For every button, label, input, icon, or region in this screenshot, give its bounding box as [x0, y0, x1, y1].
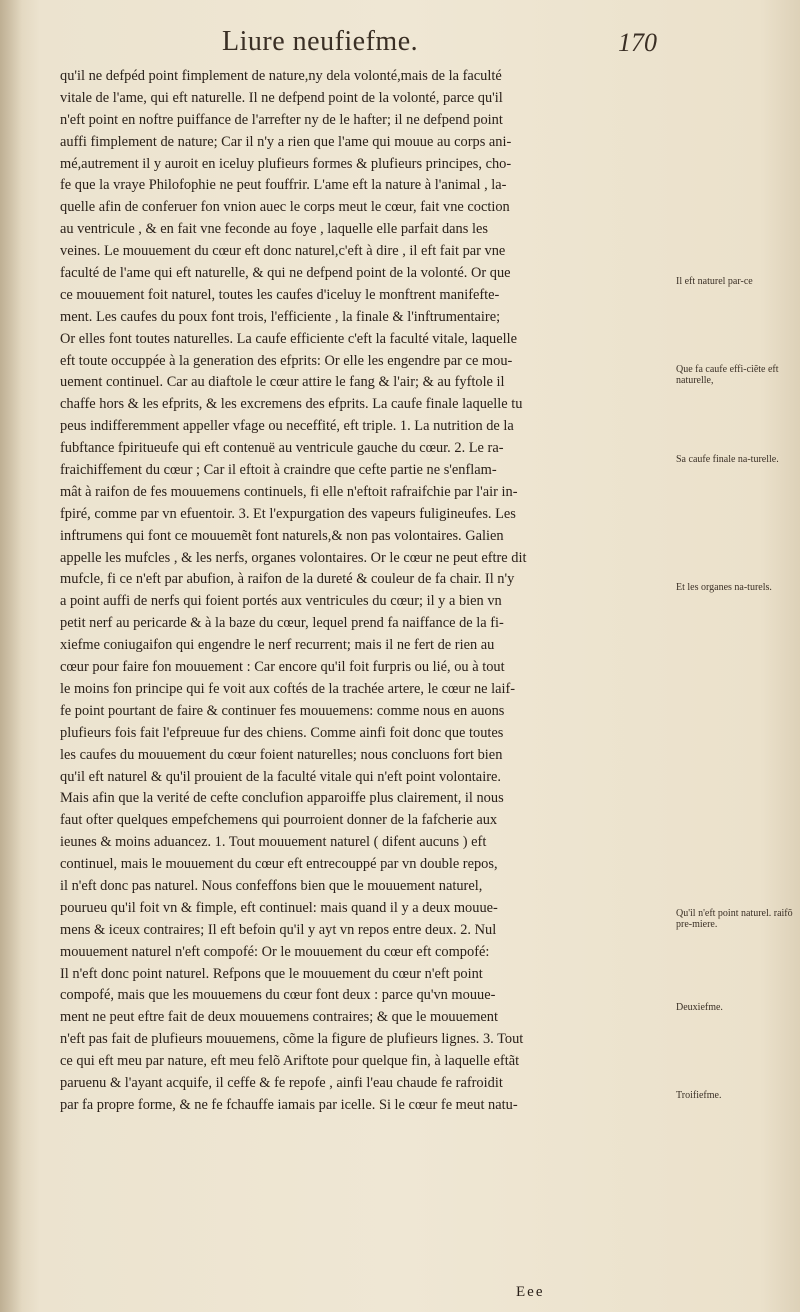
margin-note-4: Et les organes na-turels.	[676, 582, 772, 593]
text-line: Il n'eft donc point naturel. Refpons que le mouuement du cœur n'eft point	[60, 965, 483, 982]
text-line: chaffe hors & les efprits, & les excremens des efprits. La caufe finale laquelle tu	[60, 396, 523, 413]
text-line: faut ofter quelques empefchemens qui pourroient donner de la fafcherie aux	[60, 812, 498, 829]
text-line: par fa propre forme, & ne fe fchauffe iamais par icelle. Si le cœur fe meut natu-	[60, 1096, 518, 1113]
text-line: fubftance fpiritueufe qui eft contenuë au ventricule gauche du cœur. 2. Le ra-	[60, 440, 504, 457]
text-line: ment. Les caufes du poux font trois, l'efficiente , la finale & l'inftrumentaire;	[60, 308, 501, 325]
text-line: n'eft pas fait de plufieurs mouuemens, cõme la figure de plufieurs lignes. 3. Tout	[60, 1031, 524, 1048]
text-line: les caufes du mouuement du cœur foient naturelles; nous concluons fort bien	[60, 746, 503, 763]
text-line: mufcle, fi ce n'eft par abufion, à raifon de la dureté & couleur de fa chair. Il n'y	[60, 571, 515, 588]
text-line: xiefme coniugaifon qui engendre le nerf recurrent; mais il ne fert de rien au	[60, 637, 495, 654]
text-line: n'eft point en noftre puiffance de l'arrefter ny de le hafter; il ne defpend point	[60, 111, 503, 128]
text-line: faculté de l'ame qui eft naturelle, & qui ne defpend point de la volonté. Or que	[60, 265, 511, 282]
text-line: il n'eft donc pas naturel. Nous confeffons bien que le mouuement naturel,	[60, 877, 483, 894]
text-line: ment ne peut eftre fait de deux mouuemens contraires; & que le mouuement	[60, 1009, 498, 1026]
running-head: Liure neufiefme.	[222, 26, 419, 57]
page-header	[0, 22, 800, 68]
text-line: peus indifferemment appeller vfage ou neceffité, eft triple. 1. La nutrition de la	[60, 418, 514, 435]
margin-note-6: Deuxiefme.	[676, 1002, 723, 1013]
text-line: compofé, mais que les mouuemens du cœur font deux : parce qu'vn mouue-	[60, 987, 496, 1004]
text-line: quelle afin de conferuer fon vnion auec le corps meut le cœur, fait vne coction	[60, 199, 510, 216]
text-line: fe que la vraye Philofophie ne peut fouffrir. L'ame eft la nature à l'animal , la-	[60, 177, 507, 194]
text-line: fpiré, comme par vn efuentoir. 3. Et l'expurgation des vapeurs fuligineufes. Les	[60, 505, 516, 522]
text-line: le moins fon principe qui fe voit aux coftés de la trachée artere, le cœur ne laif-	[60, 680, 516, 697]
text-line: qu'il ne defpéd point fimplement de nature,ny dela volonté,mais de la faculté	[60, 68, 502, 84]
margin-note-7: Troifiefme.	[676, 1090, 722, 1101]
text-line: veines. Le mouuement du cœur eft donc naturel,c'eft à dire , il eft fait par vne	[60, 243, 506, 260]
text-line: inftrumens qui font ce mouuemẽt font naturels,& non pas volontaires. Galien	[60, 527, 504, 544]
text-line: vitale de l'ame, qui eft naturelle. Il ne defpend point de la volonté, parce qu'il	[60, 89, 503, 106]
text-line: mens & iceux contraires; Il eft befoin qu'il y ayt vn repos entre deux. 2. Nul	[60, 921, 497, 938]
text-line: fe point pourtant de faire & continuer fes mouuemens: comme nous en auons	[60, 702, 505, 719]
text-line: pourueu qu'il foit vn & fimple, eft continuel: mais quand il y a deux mouue-	[60, 899, 498, 916]
text-line: mé,autrement il y auroit en iceluy plufieurs formes & plufieurs principes, cho-	[60, 155, 512, 172]
catchword: Eee	[516, 1284, 545, 1300]
text-line: ce qui eft meu par nature, eft meu felõ Ariftote pour quelque fin, à laquelle eftãt	[60, 1053, 520, 1070]
text-line: auffi fimplement de nature; Car il n'y a rien que l'ame qui mouue au corps ani-	[60, 133, 512, 150]
text-line: appelle les mufcles , & les nerfs, organes volontaires. Or le cœur ne peut eftre dit	[60, 549, 527, 566]
margin-note-3: Sa caufe finale na-turelle.	[676, 454, 779, 465]
text-line: continuel, mais le mouuement du cœur eft entrecouppé par vn double repos,	[60, 856, 498, 873]
main-text-block	[60, 66, 660, 1117]
text-line: Or elles font toutes naturelles. La caufe efficiente c'eft la faculté vitale, laquelle	[60, 330, 518, 347]
text-line: a point auffi de nerfs qui foient portés aux ventricules du cœur; il y a bien vn	[60, 593, 502, 610]
page-number: 170	[618, 28, 657, 57]
text-line: au ventricule , & en fait vne feconde au foye , laquelle elle parfait dans les	[60, 221, 488, 238]
text-line: cœur pour faire fon mouuement : Car encore qu'il foit furpris ou lié, ou à tout	[60, 659, 505, 676]
text-line: petit nerf au pericarde & à la baze du cœur, lequel prend fa naiffance de la fi-	[60, 615, 504, 632]
text-line: mât à raifon de fes mouuemens continuels, fi elle n'eftoit rafraifchie par l'air in-	[60, 483, 518, 500]
text-line: mouuement naturel n'eft compofé: Or le mouuement du cœur eft compofé:	[60, 943, 490, 960]
text-line: uement continuel. Car au diaftole le cœur attire le fang & l'air; & au fyftole il	[60, 374, 505, 391]
text-line: Mais afin que la verité de cefte conclufion apparoiffe plus clairement, il nous	[60, 790, 504, 807]
text-line: qu'il eft naturel & qu'il prouient de la faculté vitale qui n'eft point volontaire.	[60, 768, 501, 785]
text-line: fraichiffement du cœur ; Car il eftoit à craindre que cefte partie ne s'enflam-	[60, 462, 497, 479]
margin-note-2: Que fa caufe effi-ciẽte eft naturelle,	[676, 364, 779, 386]
text-line: ieunes & moins aduancez. 1. Tout mouuement naturel ( difent aucuns ) eft	[60, 834, 487, 851]
binding-shadow	[0, 0, 22, 1312]
text-line: paruenu & l'ayant acquife, il ceffe & fe repofe , ainfi l'eau chaude fe rafroidit	[60, 1074, 503, 1091]
margin-note-5: Qu'il n'eft point naturel. raifõ pre-miere.	[676, 908, 793, 930]
text-line: plufieurs fois fait l'efpreuue fur des chiens. Comme ainfi foit donc que toutes	[60, 724, 504, 741]
text-line: ce mouuement foit naturel, toutes les caufes d'iceluy le monftrent manifefte-	[60, 286, 500, 303]
text-line: eft toute occuppée à la generation des efprits: Or elle les engendre par ce mou-	[60, 352, 513, 369]
margin-note-1: Il eft naturel par-ce	[676, 276, 753, 287]
